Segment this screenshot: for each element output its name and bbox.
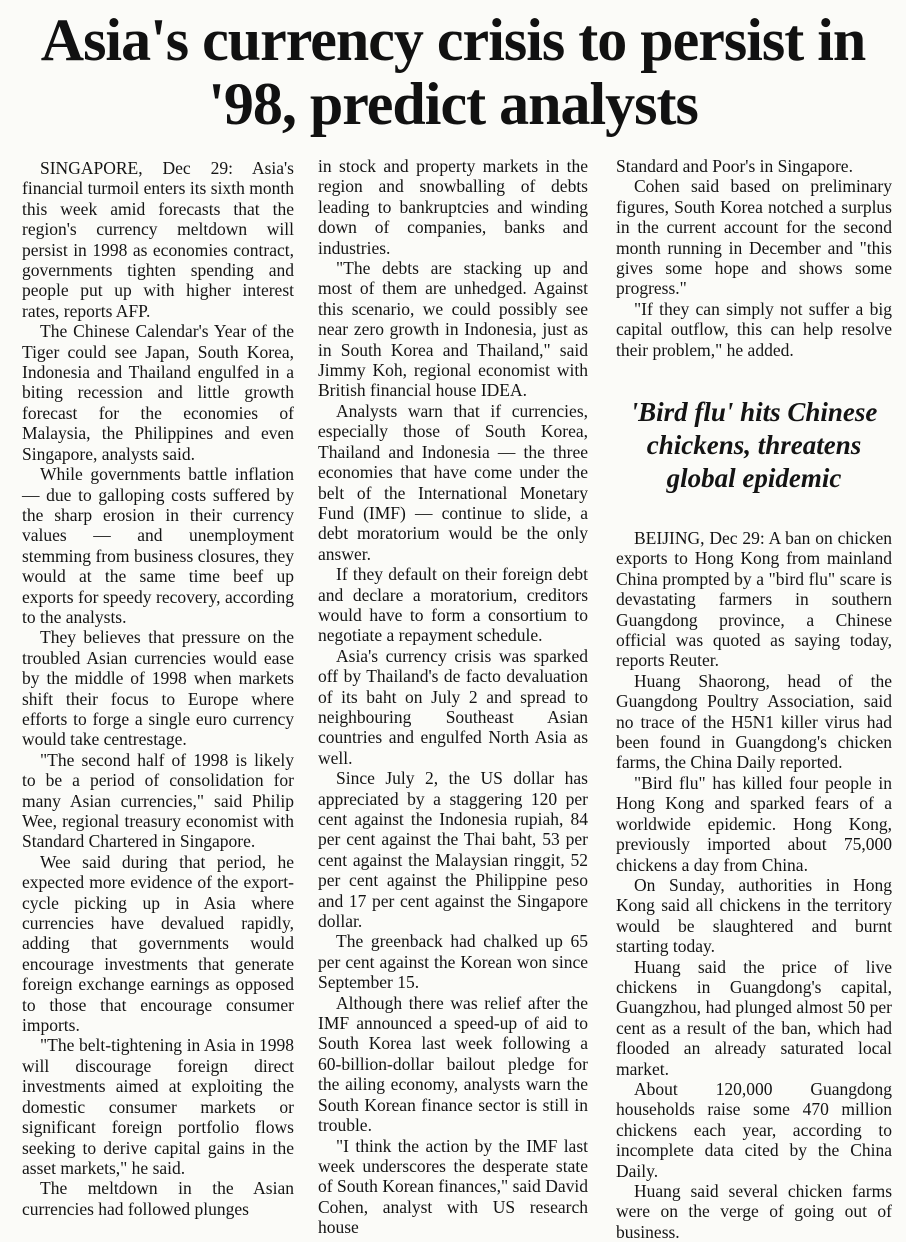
- paragraph: Although there was relief after the IMF announced a speed-up of aid to South Korea last week following a 60-billion-dollar bailout pledge for the ailing economy, analysts warn the South Korean finance sector is still in trouble.: [318, 992, 588, 1136]
- paragraph: "Bird flu" has killed four people in Hong Kong and sparked fears of a worldwide epidemic. Hong Kong, previously imported about 75,000 chickens a day from China.: [616, 772, 892, 875]
- paragraph: If they default on their foreign debt and declare a moratorium, creditors would have to form a consortium to negotiate a repayment schedule.: [318, 564, 588, 646]
- paragraph: Asia's currency crisis was sparked off by Thailand's de facto devaluation of its baht on July 2 and spread to neighbouring Southeast Asian countries and engulfed North Asia as well.: [318, 645, 588, 768]
- paragraph: While governments battle inflation — due to galloping costs suffered by the sharp erosion in their currency values — and unemployment stemming from business closures, they would at the same time beef up exports for speedy recovery, according to the analysts.: [22, 464, 294, 627]
- paragraph: About 120,000 Guangdong households raise some 470 million chickens each year, according to incomplete data cited by the China Daily.: [616, 1078, 892, 1181]
- paragraph: in stock and property markets in the region and snowballing of debts leading to bankruptcies and winding down of companies, banks and industries.: [318, 156, 588, 258]
- paragraph: "I think the action by the IMF last week underscores the desperate state of South Korean finances," said David Cohen, analyst with US research house: [318, 1135, 588, 1238]
- paragraph: The greenback had chalked up 65 per cent against the Korean won since September 15.: [318, 931, 588, 993]
- paragraph: Wee said during that period, he expected more evidence of the export-cycle picking up in Asia where currencies have devalued rapidly, adding that governments would encourage investments that generate foreign exchange earnings as opposed to those that encourage consumer imports.: [22, 851, 294, 1036]
- paragraph: "The belt-tightening in Asia in 1998 will discourage foreign direct investments aimed at exploiting the domestic consumer markets or significant foreign portfolio flows seeking to derive capital gains in the asset markets," he said.: [22, 1035, 294, 1178]
- main-headline: Asia's currency crisis to persist in '98, predict analysts: [40, 7, 866, 137]
- paragraph: Cohen said based on preliminary figures, South Korea notched a surplus in the current account for the second month running in December and "this gives some hope and shows some progress.": [616, 176, 892, 299]
- main-article-column-1: [22, 158, 294, 1219]
- paragraph: The Chinese Calendar's Year of the Tiger could see Japan, South Korea, Indonesia and Thailand engulfed in a biting recession and little growth forecast for the economies of Malaysia, the Philippines and even Singapore, analysts said.: [22, 321, 294, 464]
- paragraph: Huang said several chicken farms were on the verge of going out of business.: [616, 1181, 892, 1242]
- paragraph: "The debts are stacking up and most of them are unhedged. Against this scenario, we could possibly see near zero growth in Indonesia, just as in South Korea and Thailand," said Jimmy Koh, regional economist with British financial house IDEA.: [318, 258, 588, 401]
- paragraph: Since July 2, the US dollar has appreciated by a staggering 120 per cent against the Indonesia rupiah, 84 per cent against the Thai baht, 53 per cent against the Malaysian ringgit, 52 per cent against the Philippine peso and 17 per cent against the Singapore dollar.: [318, 768, 588, 932]
- paragraph: The meltdown in the Asian currencies had followed plunges: [22, 1178, 294, 1219]
- paragraph: "If they can simply not suffer a big capital outflow, this can help resolve their problem," he added.: [616, 298, 892, 360]
- paragraph: "The second half of 1998 is likely to be a period of consolidation for many Asian currencies," said Philip Wee, regional treasury economist with Standard Chartered in Singapore.: [22, 749, 294, 852]
- paragraph: Huang Shaorong, head of the Guangdong Poultry Association, said no trace of the H5N1 killer virus had been found in Guangdong's chicken farms, the China Daily reported.: [616, 670, 892, 773]
- main-article-column-3: [616, 156, 892, 360]
- main-article-column-2: [318, 156, 588, 1238]
- paragraph: Huang said the price of live chickens in Guangdong's capital, Guangzhou, had plunged almost 50 per cent as a result of the ban, which had flooded an already saturated local market.: [616, 956, 892, 1079]
- paragraph: BEIJING, Dec 29: A ban on chicken exports to Hong Kong from mainland China prompted by a "bird flu" scare is devastating farmers in southern Guangdong province, a Chinese official was quoted as saying today, reports Reuter.: [616, 528, 892, 671]
- side-headline: 'Bird flu' hits Chinese chickens, threatens global epidemic: [630, 397, 878, 493]
- paragraph: Analysts warn that if currencies, especially those of South Korea, Thailand and Indonesia — the three economies that have come under the belt of the International Monetary Fund (IMF) — continue to slide, a debt moratorium would be the only answer.: [318, 400, 588, 564]
- paragraph: They believes that pressure on the troubled Asian currencies would ease by the middle of 1998 when markets shift their focus to Europe where efforts to forge a single euro currency would take centrestage.: [22, 627, 294, 750]
- paragraph: Standard and Poor's in Singapore.: [616, 156, 853, 176]
- paragraph: On Sunday, authorities in Hong Kong said all chickens in the territory would be slaughtered and burnt starting today.: [616, 874, 892, 957]
- paragraph: SINGAPORE, Dec 29: Asia's financial turmoil enters its sixth month this week amid forecasts that the region's currency meltdown will persist in 1998 as economies contract, governments tighten spending and people put up with higher interest rates, reports AFP.: [22, 158, 294, 321]
- side-article-body: [616, 528, 892, 1242]
